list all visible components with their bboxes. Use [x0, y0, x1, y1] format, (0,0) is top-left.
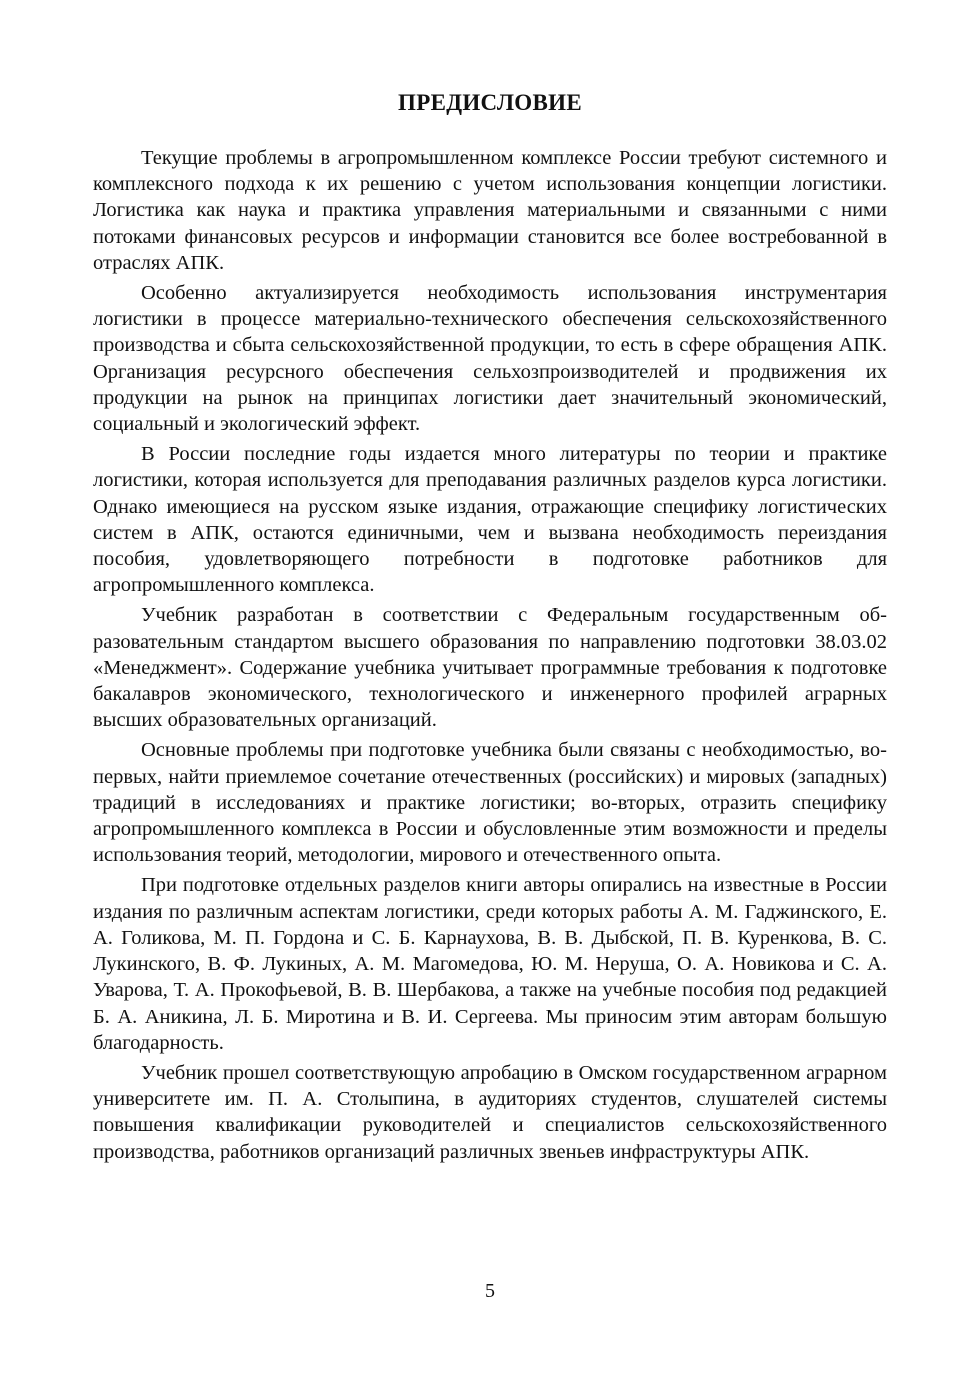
paragraph-6: При подготовке отдельных разделов книги авторы опирались на известные в России издания по различным аспектам логистики, среди которых работы А. М. Гаджинского, Е. А. Голикова, М. П. Гордона и С. Б. Карнаухова, В. В. Дыбской, П. В. Куренкова, В. С. Лукинского, В. Ф. Лукиных, А. М. Магомедова, Ю. М. Неруша, О. А. Новикова и С. А. Уварова, Т. А. Прокофьевой, В. В. Шербакова, а также на учебные пособия под редакцией Б. А. Аникина, Л. Б. Миротина и В. И. Сергеева. Мы приносим этим авторам большую благодарность.	[93, 874, 887, 1054]
page-title: ПРЕДИСЛОВИЕ	[398, 90, 582, 115]
paragraph-7: Учебник прошел соответствующую апробацию в Омском государственном аграрном университете им. П. А. Столыпина, в аудиториях студентов, слушателей системы повышения квалификации руководителей и специалистов сельскохозяйственного производства, работников организаций различных звеньев инфраструктуры АПК.	[93, 1061, 887, 1163]
paragraph-4: Учебник разработан в соответствии с Федеральным государственным образовательным стандартом высшего образования по направлению подготовки 38.03.02 «Менеджмент». Содержание учебника учитывает программные требования к подготовке бакалавров экономического, технологического и инженерного профилей аграрных высших образовательных организаций.	[93, 604, 887, 732]
paragraph-1: Текущие проблемы в агропромышленном комплексе России требуют системного и комплексного подхода к их решению с учетом использования концепции логистики. Логистика как наука и практика управления материальными и связанными с ними потоками финансовых ресурсов и информации становится все более востребованной в отраслях АПК.	[93, 147, 887, 274]
paragraph-3: В России последние годы издается много литературы по теории и практике логистики, которая используется для преподавания различных разделов курса логистики. Однако имеющиеся на русском языке издания, отражающие специфику логистических систем в АПК, остаются единичными, чем и вызвана необходимость переиздания пособия, удовлетворяющего потребности в подготовке работников для агропромышленного комплекса.	[93, 443, 887, 597]
page-number: 5	[485, 1280, 495, 1302]
paragraph-2: Особенно актуализируется необходимость использования инструментария логистики в процессе материально-технического обеспечения сельскохозяйственного производства и сбыта сельскохозяйственной продукции, то есть в сфере обращения АПК. Организация ресурсного обеспечения сельхозпроизводителей и продвижения их продукции на рынок на принципах логистики дает значительный экономический, социальный и экологический эффект.	[93, 282, 887, 436]
paragraph-5: Основные проблемы при подготовке учебника были связаны с необходимостью, во-первых, найти приемлемое сочетание отечественных (российских) и мировых (западных) традиций в исследованиях и практике логистики; во-вторых, отразить специфику агропромышленного комплекса в России и обусловленные этим возможности и пределы использования теорий, методологии, мирового и отечественного опыта.	[93, 739, 887, 867]
document-page	[93, 88, 887, 1165]
